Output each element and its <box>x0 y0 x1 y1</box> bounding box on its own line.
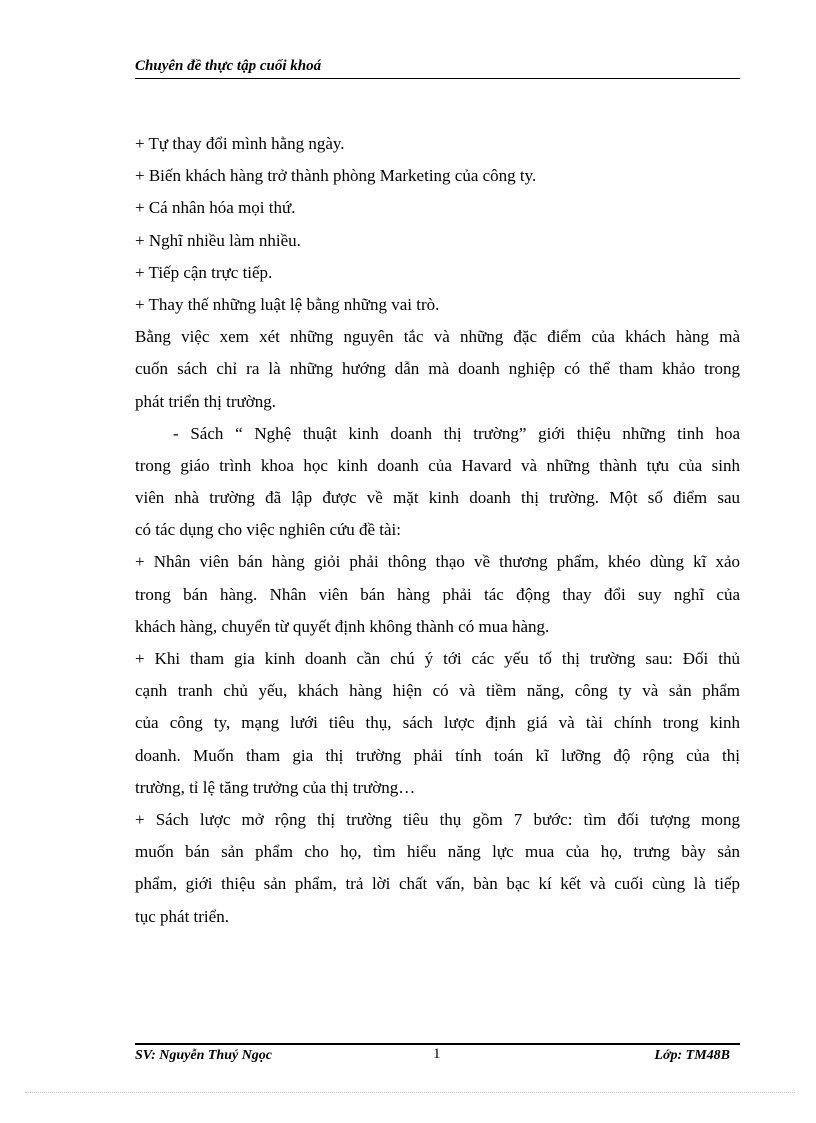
header-title: Chuyên đề thực tập cuối khoá <box>135 58 322 74</box>
text-line: trường, tỉ lệ tăng trưởng của thị trường… <box>135 777 416 797</box>
student-name: SV: Nguyễn Thuý Ngọc <box>135 1048 273 1063</box>
page-footer <box>135 1046 740 1068</box>
text-line: + Tiếp cận trực tiếp. <box>135 262 273 282</box>
text-line: phẩm, giới thiệu sản phẩm, trả lời chất vấn, bàn bạc kí kết và cuối cùng là tiếp <box>135 874 740 894</box>
text-line: có tác dụng cho việc nghiên cứu đề tài: <box>135 520 402 540</box>
document-body <box>135 128 740 933</box>
text-line: + Cá nhân hóa mọi thứ. <box>135 198 296 218</box>
text-line: phát triển thị trường. <box>135 391 276 411</box>
text-line: khách hàng, chuyển từ quyết định không thành có mua hàng. <box>135 616 550 636</box>
text-line: - Sách “ Nghệ thuật kinh doanh thị trường” giới thiệu những tinh hoa <box>173 423 740 443</box>
text-line: viên nhà trường đã lập được về mặt kinh doanh thị trường. Một số điểm sau <box>135 488 740 508</box>
class-label: Lớp: TM48B <box>654 1048 730 1063</box>
page-boundary-divider <box>25 1092 795 1093</box>
text-line: + Biến khách hàng trở thành phòng Marketing của công ty. <box>135 166 537 186</box>
text-line: + Tự thay đổi mình hằng ngày. <box>135 134 345 153</box>
page-header <box>135 56 740 79</box>
text-line: + Sách lược mở rộng thị trường tiêu thụ gồm 7 bước: tìm đối tượng mong <box>135 809 740 829</box>
text-line: + Nghĩ nhiều làm nhiều. <box>135 230 301 250</box>
text-line: + Thay thế những luật lệ bằng những vai trò. <box>135 294 440 314</box>
text-line: trong giáo trình khoa học kinh doanh của Havard và những thành tựu của sinh <box>135 455 740 475</box>
text-line: + Nhân viên bán hàng giỏi phải thông thạo về thương phẩm, khéo dùng kĩ xảo <box>135 552 740 572</box>
text-line: doanh. Muốn tham gia thị trường phải tính toán kĩ lưỡng độ rộng của thị <box>135 745 740 765</box>
text-line: Bằng việc xem xét những nguyên tắc và những đặc điểm của khách hàng mà <box>135 327 740 347</box>
text-line: trong bán hàng. Nhân viên bán hàng phải tác động thay đổi suy nghĩ của <box>135 584 740 604</box>
text-line: + Khi tham gia kinh doanh cần chú ý tới các yếu tố thị trường sau: Đối thủ <box>135 649 740 668</box>
text-line: của công ty, mạng lưới tiêu thụ, sách lược định giá và tài chính trong kinh <box>135 713 740 733</box>
footer-rule <box>135 1043 740 1045</box>
page-number: 1 <box>433 1046 441 1062</box>
text-line: cuốn sách chỉ ra là những hướng dẫn mà doanh nghiệp có thể tham khảo trong <box>135 359 740 379</box>
text-line: cạnh tranh chủ yếu, khách hàng hiện có và tiềm năng, công ty và sản phẩm <box>135 681 740 701</box>
text-line: tục phát triển. <box>135 906 229 926</box>
text-line: muốn bán sản phẩm cho họ, tìm hiểu năng lực mua của họ, trưng bày sản <box>135 842 740 862</box>
